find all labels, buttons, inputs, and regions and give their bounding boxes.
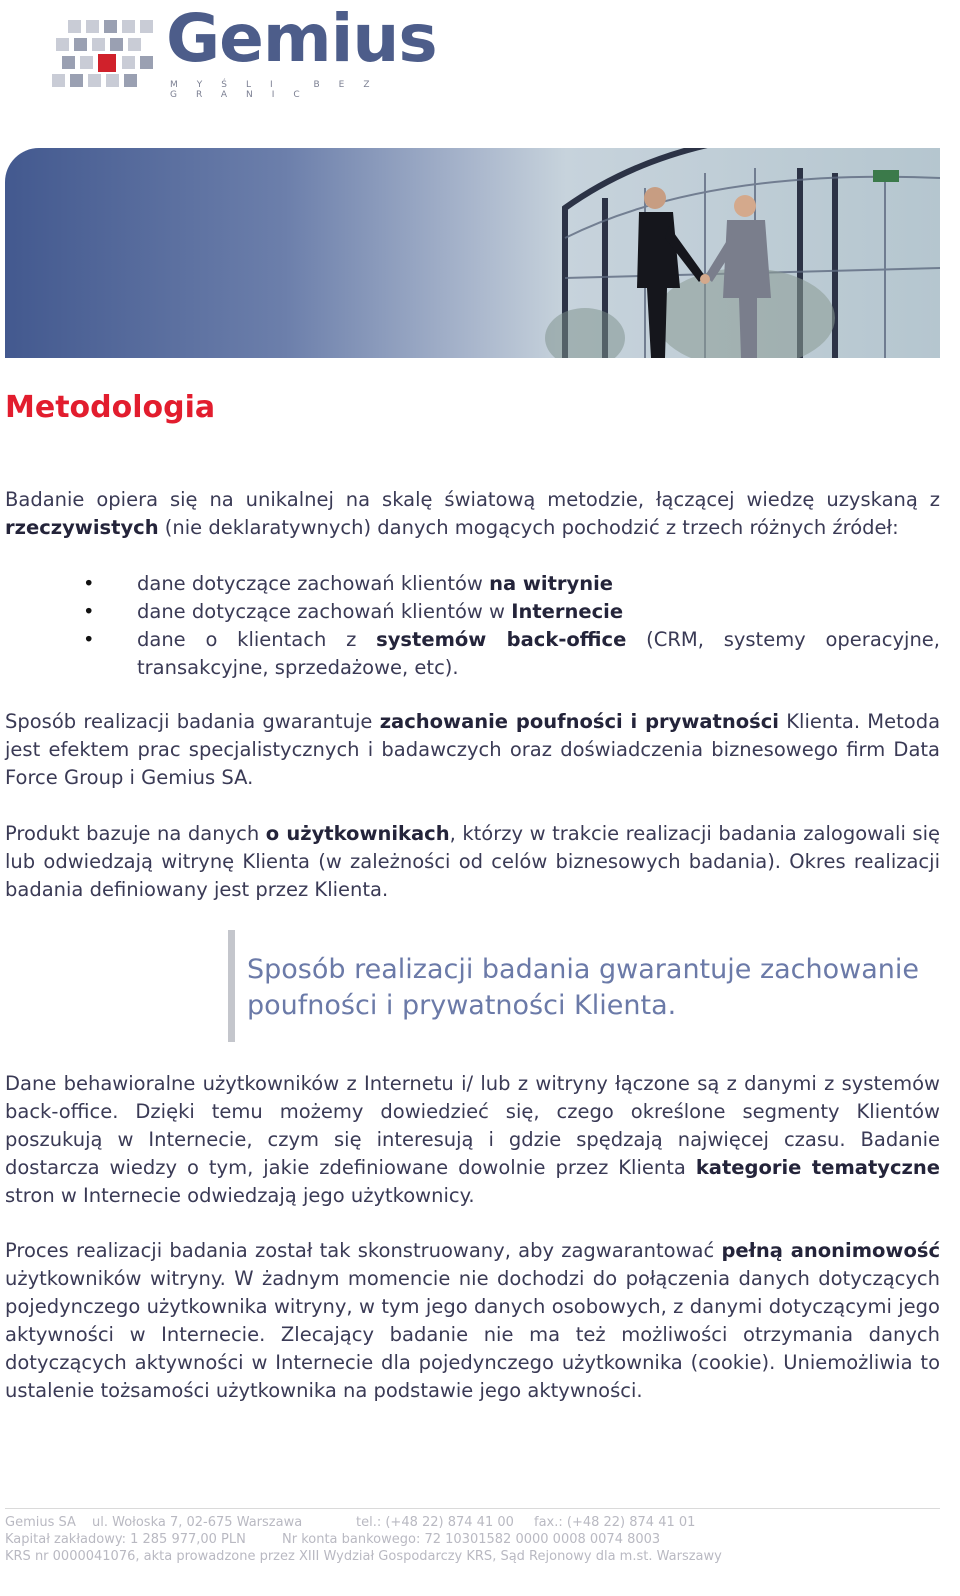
footer-address: ul. Wołoska 7, 02-675 Warszawa xyxy=(92,1515,303,1530)
list-item xyxy=(75,626,940,682)
list-item-rest: (CRM, systemy operacyjne, transakcyjne, sprzedażowe, etc). xyxy=(137,628,941,679)
intro-text: Badanie opiera się na unikalnej na skalę światową metodzie, łączącej wiedzę uzyskaną z xyxy=(5,488,940,511)
page-title: Metodologia xyxy=(5,390,216,425)
pull-quote-text: Sposób realizacji badania gwarantuje zachowanie poufności i prywatności Klienta. xyxy=(247,954,919,1021)
bullet-icon: • xyxy=(83,572,95,595)
footer-bank-account: Nr konta bankowego: 72 10301582 0000 0008 0074 8003 xyxy=(282,1532,661,1547)
logo-wordmark: Gemius xyxy=(166,0,437,77)
paragraph-text: , którzy w trakcie realizacji badania zalogowali się lub odwiedzają witrynę Klienta (w zależności od celów biznesowych badania). Okres realizacji badania definiowany jest przez Klienta. xyxy=(5,822,940,901)
paragraph-text: Sposób realizacji badania gwarantuje xyxy=(5,710,373,733)
footer-capital: Kapitał zakładowy: 1 285 977,00 PLN xyxy=(5,1532,246,1547)
pull-quote xyxy=(228,930,947,1042)
paragraph-bold: pełną anonimowość xyxy=(721,1239,941,1262)
list-item-text: dane dotyczące zachowań klientów w xyxy=(137,600,506,623)
behavioral-paragraph xyxy=(5,1070,940,1210)
paragraph-bold: zachowanie poufności i prywatności xyxy=(379,710,779,733)
footer-divider xyxy=(5,1508,940,1509)
paragraph-text: Klienta. Metoda jest efektem prac specjalistycznych i badawczych oraz doświadczenia biznesowego firm Data Force Group i Gemius SA. xyxy=(5,710,941,789)
footer-fax: fax.: (+48 22) 874 41 01 xyxy=(534,1515,696,1530)
anonymity-paragraph xyxy=(5,1237,940,1405)
intro-rest: (nie deklaratywnych) danych mogących pochodzić z trzech różnych źródeł: xyxy=(164,516,899,539)
paragraph-bold: o użytkownikach xyxy=(265,822,450,845)
paragraph-text: Proces realizacji badania został tak skonstruowany, aby zagwarantować xyxy=(5,1239,715,1262)
footer-krs: KRS nr 0000041076, akta prowadzone przez XIII Wydział Gospodarczy KRS, Sąd Rejonowy dla m.st. Warszawy xyxy=(5,1549,722,1564)
users-paragraph xyxy=(5,820,940,904)
list-item-text: dane dotyczące zachowań klientów xyxy=(137,572,483,595)
paragraph-text: Produkt bazuje na danych xyxy=(5,822,260,845)
paragraph-text: Dane behawioralne użytkowników z Internetu i/ lub z witryny łączone są z danymi z systemów back-office. Dzięki temu możemy dowiedzieć się, czego określone segmenty Klientów poszukują w Internecie, czym się interesują i gdzie spędzają najwięcej czasu. Badanie dostarcza wiedzy o tym, jakie zdefiniowane dowolnie przez Klienta xyxy=(5,1072,940,1179)
list-item-bold: na witrynie xyxy=(489,572,614,595)
gemius-logo xyxy=(48,0,448,100)
list-item-text: dane o klientach z xyxy=(137,628,357,651)
intro-paragraph xyxy=(5,486,940,542)
privacy-paragraph xyxy=(5,708,940,792)
paragraph-text: stron w Internecie odwiedzają jego użytkownicy. xyxy=(5,1184,475,1207)
sources-list xyxy=(75,570,940,682)
footer-company: Gemius SA xyxy=(5,1515,76,1530)
bullet-icon: • xyxy=(83,628,95,651)
list-item xyxy=(75,570,940,598)
list-item xyxy=(75,598,940,626)
footer-tel: tel.: (+48 22) 874 41 00 xyxy=(356,1515,514,1530)
paragraph-bold: kategorie tematyczne xyxy=(695,1156,940,1179)
bullet-icon: • xyxy=(83,600,95,623)
paragraph-text: użytkowników witryny. W żadnym momencie nie dochodzi do połączenia danych dotyczących pojedynczego użytkownika witryny, w tym jego danych osobowych, z danymi dotyczącymi jego aktywności w Internecie. Zlecający badanie nie ma też możliwości otrzymania danych dotyczących aktywności w Internecie dla pojedynczego użytkownika (cookie). Uniemożliwia to ustalenie tożsamości użytkownika na podstawie jego aktywności. xyxy=(5,1267,940,1402)
list-item-bold: Internecie xyxy=(511,600,624,623)
logo-tagline: MYŚLI BEZ GRANIC xyxy=(170,80,389,100)
logo-squares-icon xyxy=(48,14,158,92)
list-item-bold: systemów back-office xyxy=(376,628,627,651)
intro-bold: rzeczywistych xyxy=(5,516,159,539)
handshake-photo xyxy=(5,148,940,358)
